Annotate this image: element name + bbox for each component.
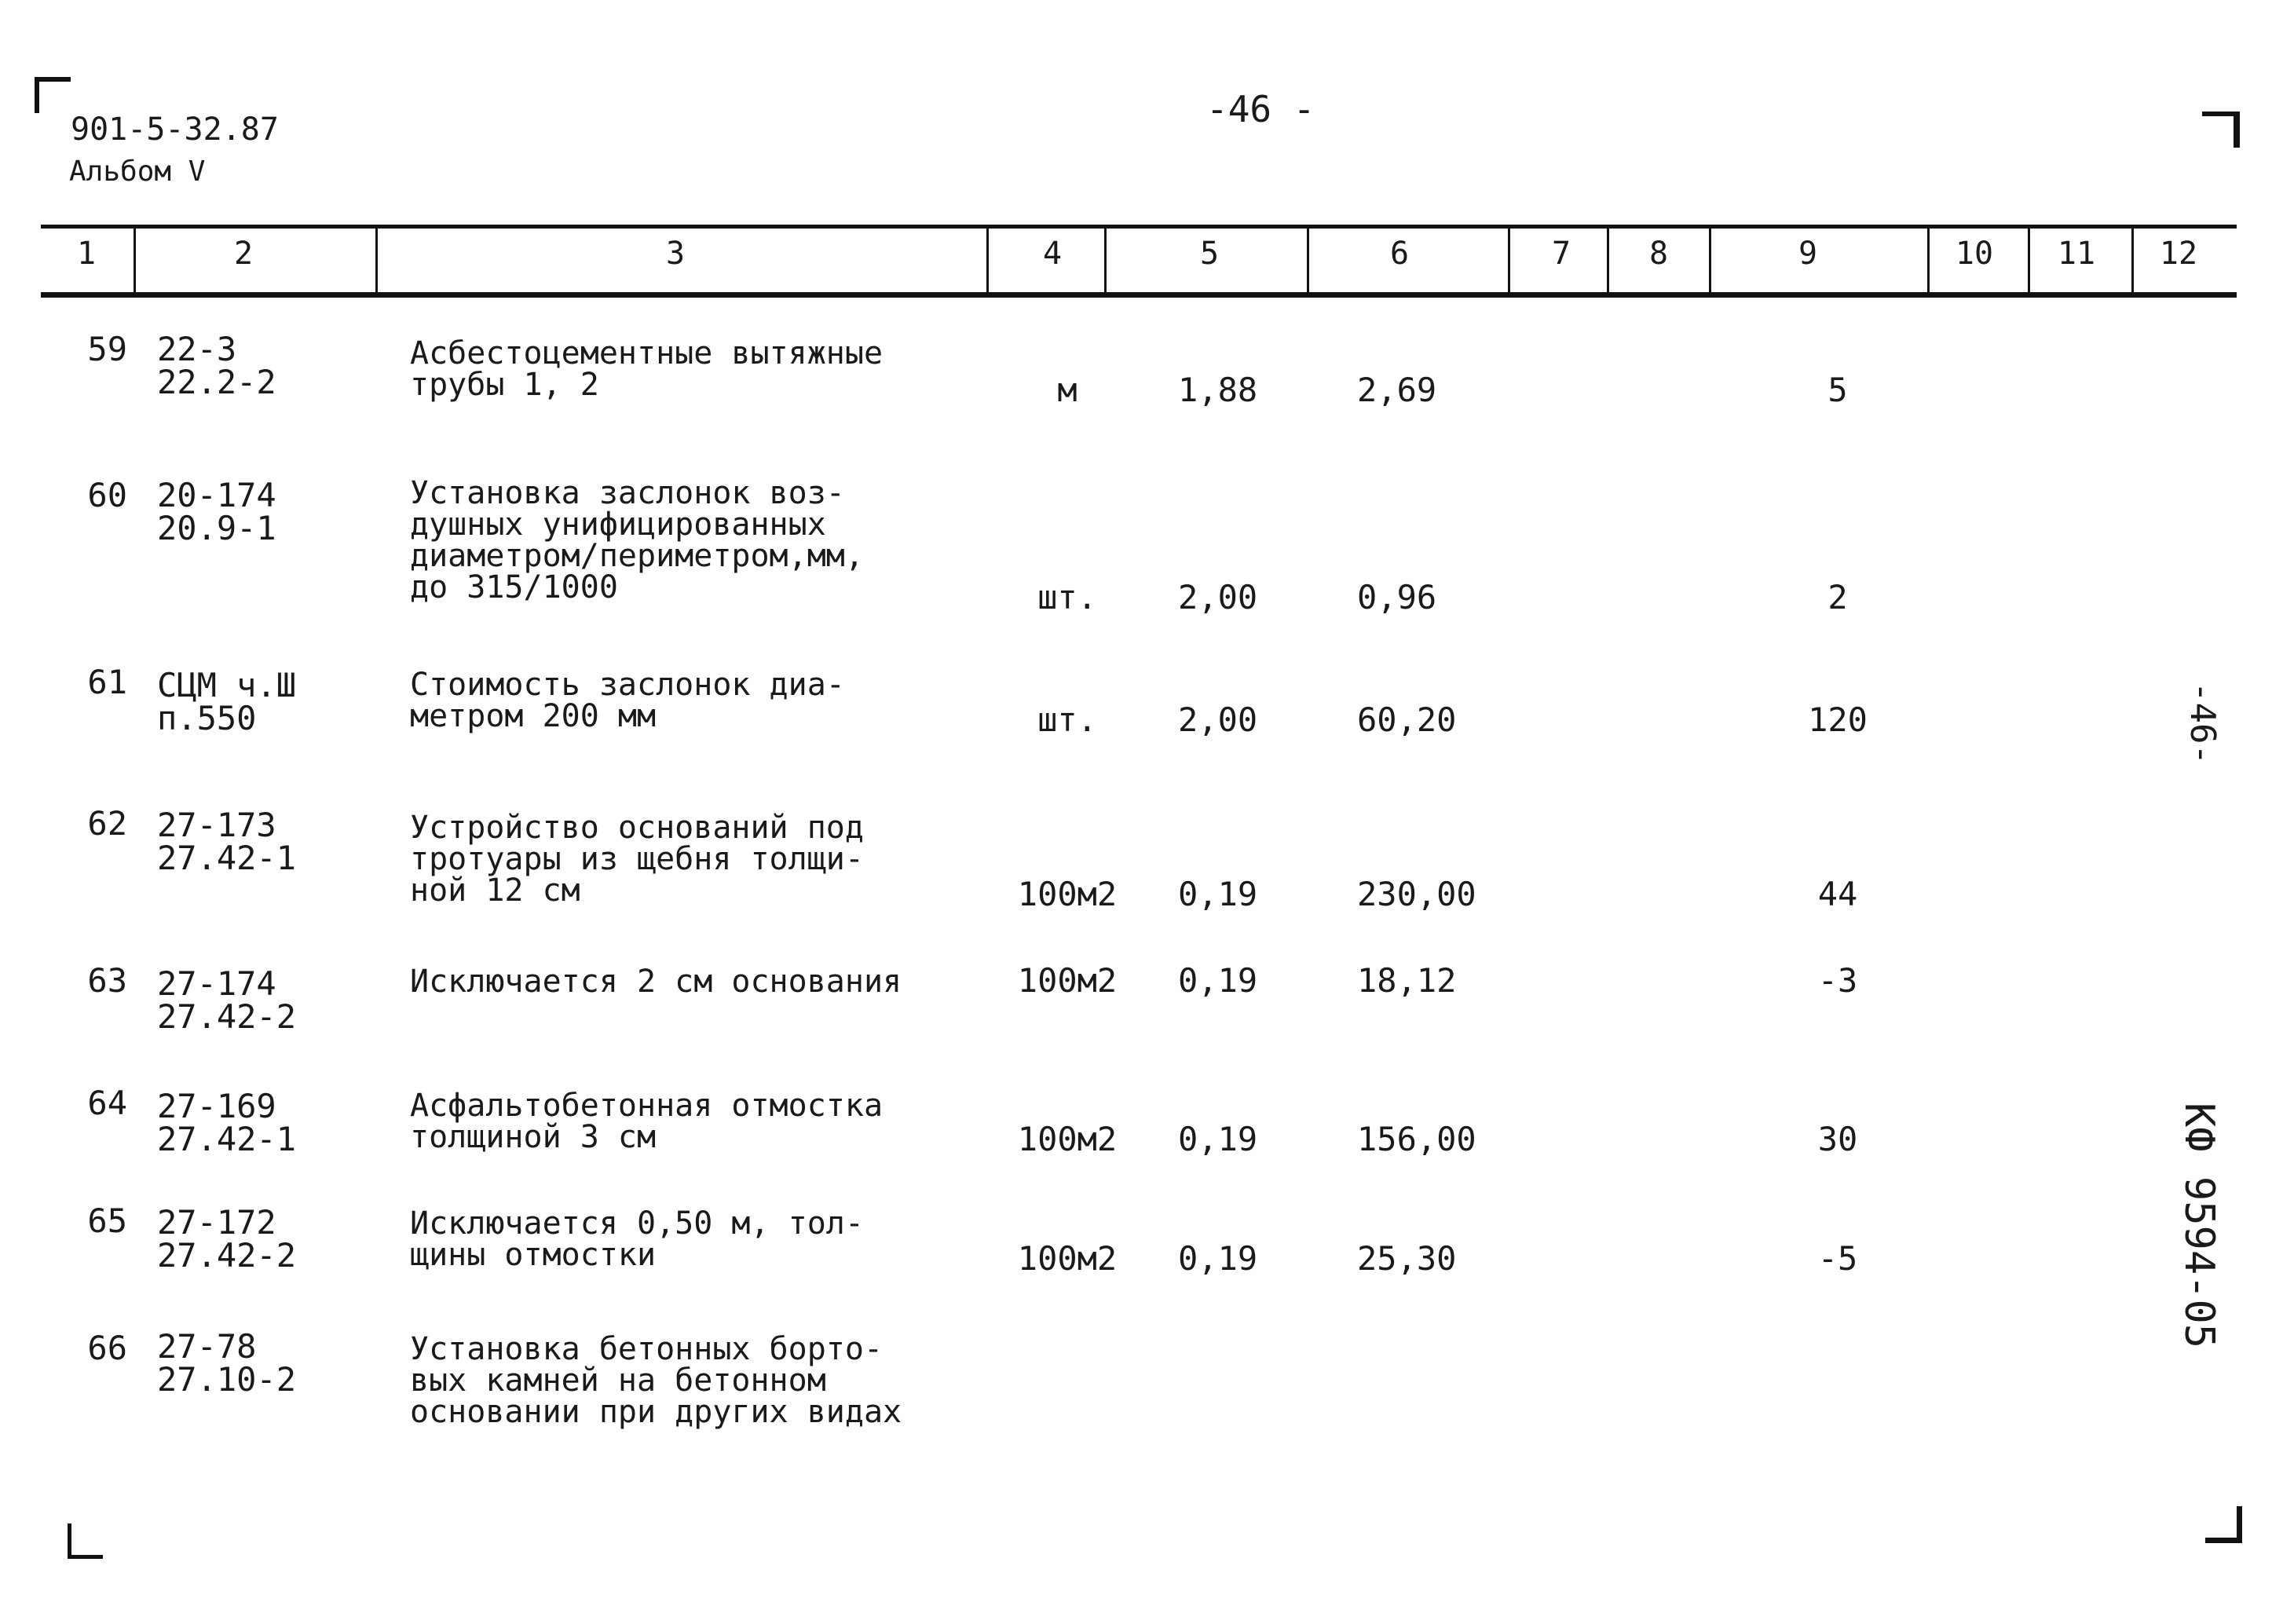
work-description: Исключается 0,50 м, тол- щины отмостки [410,1205,864,1273]
norm-code: 27-172 27.42-2 [157,1203,297,1275]
unit: шт. [1037,700,1097,739]
column-separator [134,226,136,294]
row-number: 61 [87,663,127,701]
norm-code: 27-174 27.42-2 [157,964,297,1036]
column-separator [375,226,378,294]
quantity: 2,00 [1178,578,1258,616]
unit: 100м2 [1017,1239,1118,1278]
unit-price: 0,96 [1357,578,1437,616]
work-description: Исключается 2 см основания [410,964,902,1000]
norm-code: 20-174 20.9-1 [157,476,276,547]
column-number-12: 12 [2159,236,2198,272]
corner-mark-bottom-right [2205,1506,2242,1543]
total-cost: 2 [1827,578,1848,616]
unit: 100м2 [1017,961,1118,1000]
column-number-9: 9 [1798,236,1818,272]
row-number: 65 [87,1202,127,1240]
page-number: -46 - [1206,88,1315,130]
norm-code: 27-78 27.10-2 [157,1327,297,1399]
total-cost: -3 [1817,961,1858,1000]
column-number-2: 2 [233,236,254,272]
quantity: 0,19 [1178,1239,1258,1278]
unit-price: 156,00 [1357,1120,1476,1158]
side-page-number: -46- [2182,682,2223,765]
row-number: 60 [87,476,127,514]
total-cost: 30 [1817,1120,1858,1158]
norm-code: СЦМ ч.Ш п.550 [157,666,297,737]
column-separator [986,226,989,294]
column-separator [2131,226,2134,294]
column-separator [1709,226,1711,294]
column-number-8: 8 [1648,236,1669,272]
column-number-7: 7 [1551,236,1571,272]
quantity: 0,19 [1178,875,1258,913]
quantity: 0,19 [1178,961,1258,1000]
column-number-1: 1 [76,236,97,272]
unit-price: 2,69 [1357,371,1437,409]
column-number-10: 10 [1955,236,1994,272]
corner-mark-top-left [35,77,71,113]
column-separator [1607,226,1609,294]
header-rule-bottom [41,292,2237,298]
total-cost: 44 [1817,875,1858,913]
column-separator [1104,226,1107,294]
quantity: 0,19 [1178,1120,1258,1158]
work-description: Установка заслонок воз- душных унифицированных диаметром/периметром,мм, до 315/1000 [410,475,864,605]
total-cost: 5 [1827,371,1848,409]
unit-price: 230,00 [1357,875,1476,913]
corner-mark-top-right [2202,112,2240,148]
work-description: Асбестоцементные вытяжные трубы 1, 2 [410,335,884,403]
row-number: 62 [87,804,127,843]
unit: 100м2 [1017,1120,1118,1158]
corner-mark-bottom-left [68,1523,103,1559]
unit-price: 25,30 [1357,1239,1457,1278]
quantity: 2,00 [1178,700,1258,739]
album-label: Альбом V [69,155,206,188]
total-cost: -5 [1817,1239,1858,1278]
unit: 100м2 [1017,875,1118,913]
column-separator [1508,226,1510,294]
work-description: Устройство оснований под тротуары из щебня толщи- ной 12 см [410,810,864,909]
column-number-5: 5 [1199,236,1220,272]
column-separator [2028,226,2030,294]
column-number-4: 4 [1042,236,1063,272]
document-code: 901-5-32.87 [71,112,279,148]
row-number: 63 [87,961,127,1000]
work-description: Асфальтобетонная отмостка толщиной 3 см [410,1088,884,1155]
work-description: Установка бетонных борто- вых камней на бетонном основании при других видах [410,1331,902,1430]
unit: м [1057,371,1077,409]
unit: шт. [1037,578,1097,616]
norm-code: 22-3 22.2-2 [157,330,276,401]
column-number-6: 6 [1389,236,1410,272]
header-rule-top [41,225,2237,229]
column-number-3: 3 [665,236,686,272]
unit-price: 60,20 [1357,700,1457,739]
row-number: 64 [87,1084,127,1122]
column-separator [1307,226,1309,294]
column-number-11: 11 [2057,236,2096,272]
total-cost: 120 [1808,700,1868,739]
unit-price: 18,12 [1357,961,1457,1000]
norm-code: 27-169 27.42-1 [157,1087,297,1158]
work-description: Стоимость заслонок диа- метром 200 мм [410,667,845,734]
column-separator [1927,226,1930,294]
row-number: 66 [87,1329,127,1367]
row-number: 59 [87,330,127,368]
archive-number: КФ 9594-05 [2175,1103,2223,1349]
norm-code: 27-173 27.42-1 [157,806,297,877]
quantity: 1,88 [1178,371,1258,409]
